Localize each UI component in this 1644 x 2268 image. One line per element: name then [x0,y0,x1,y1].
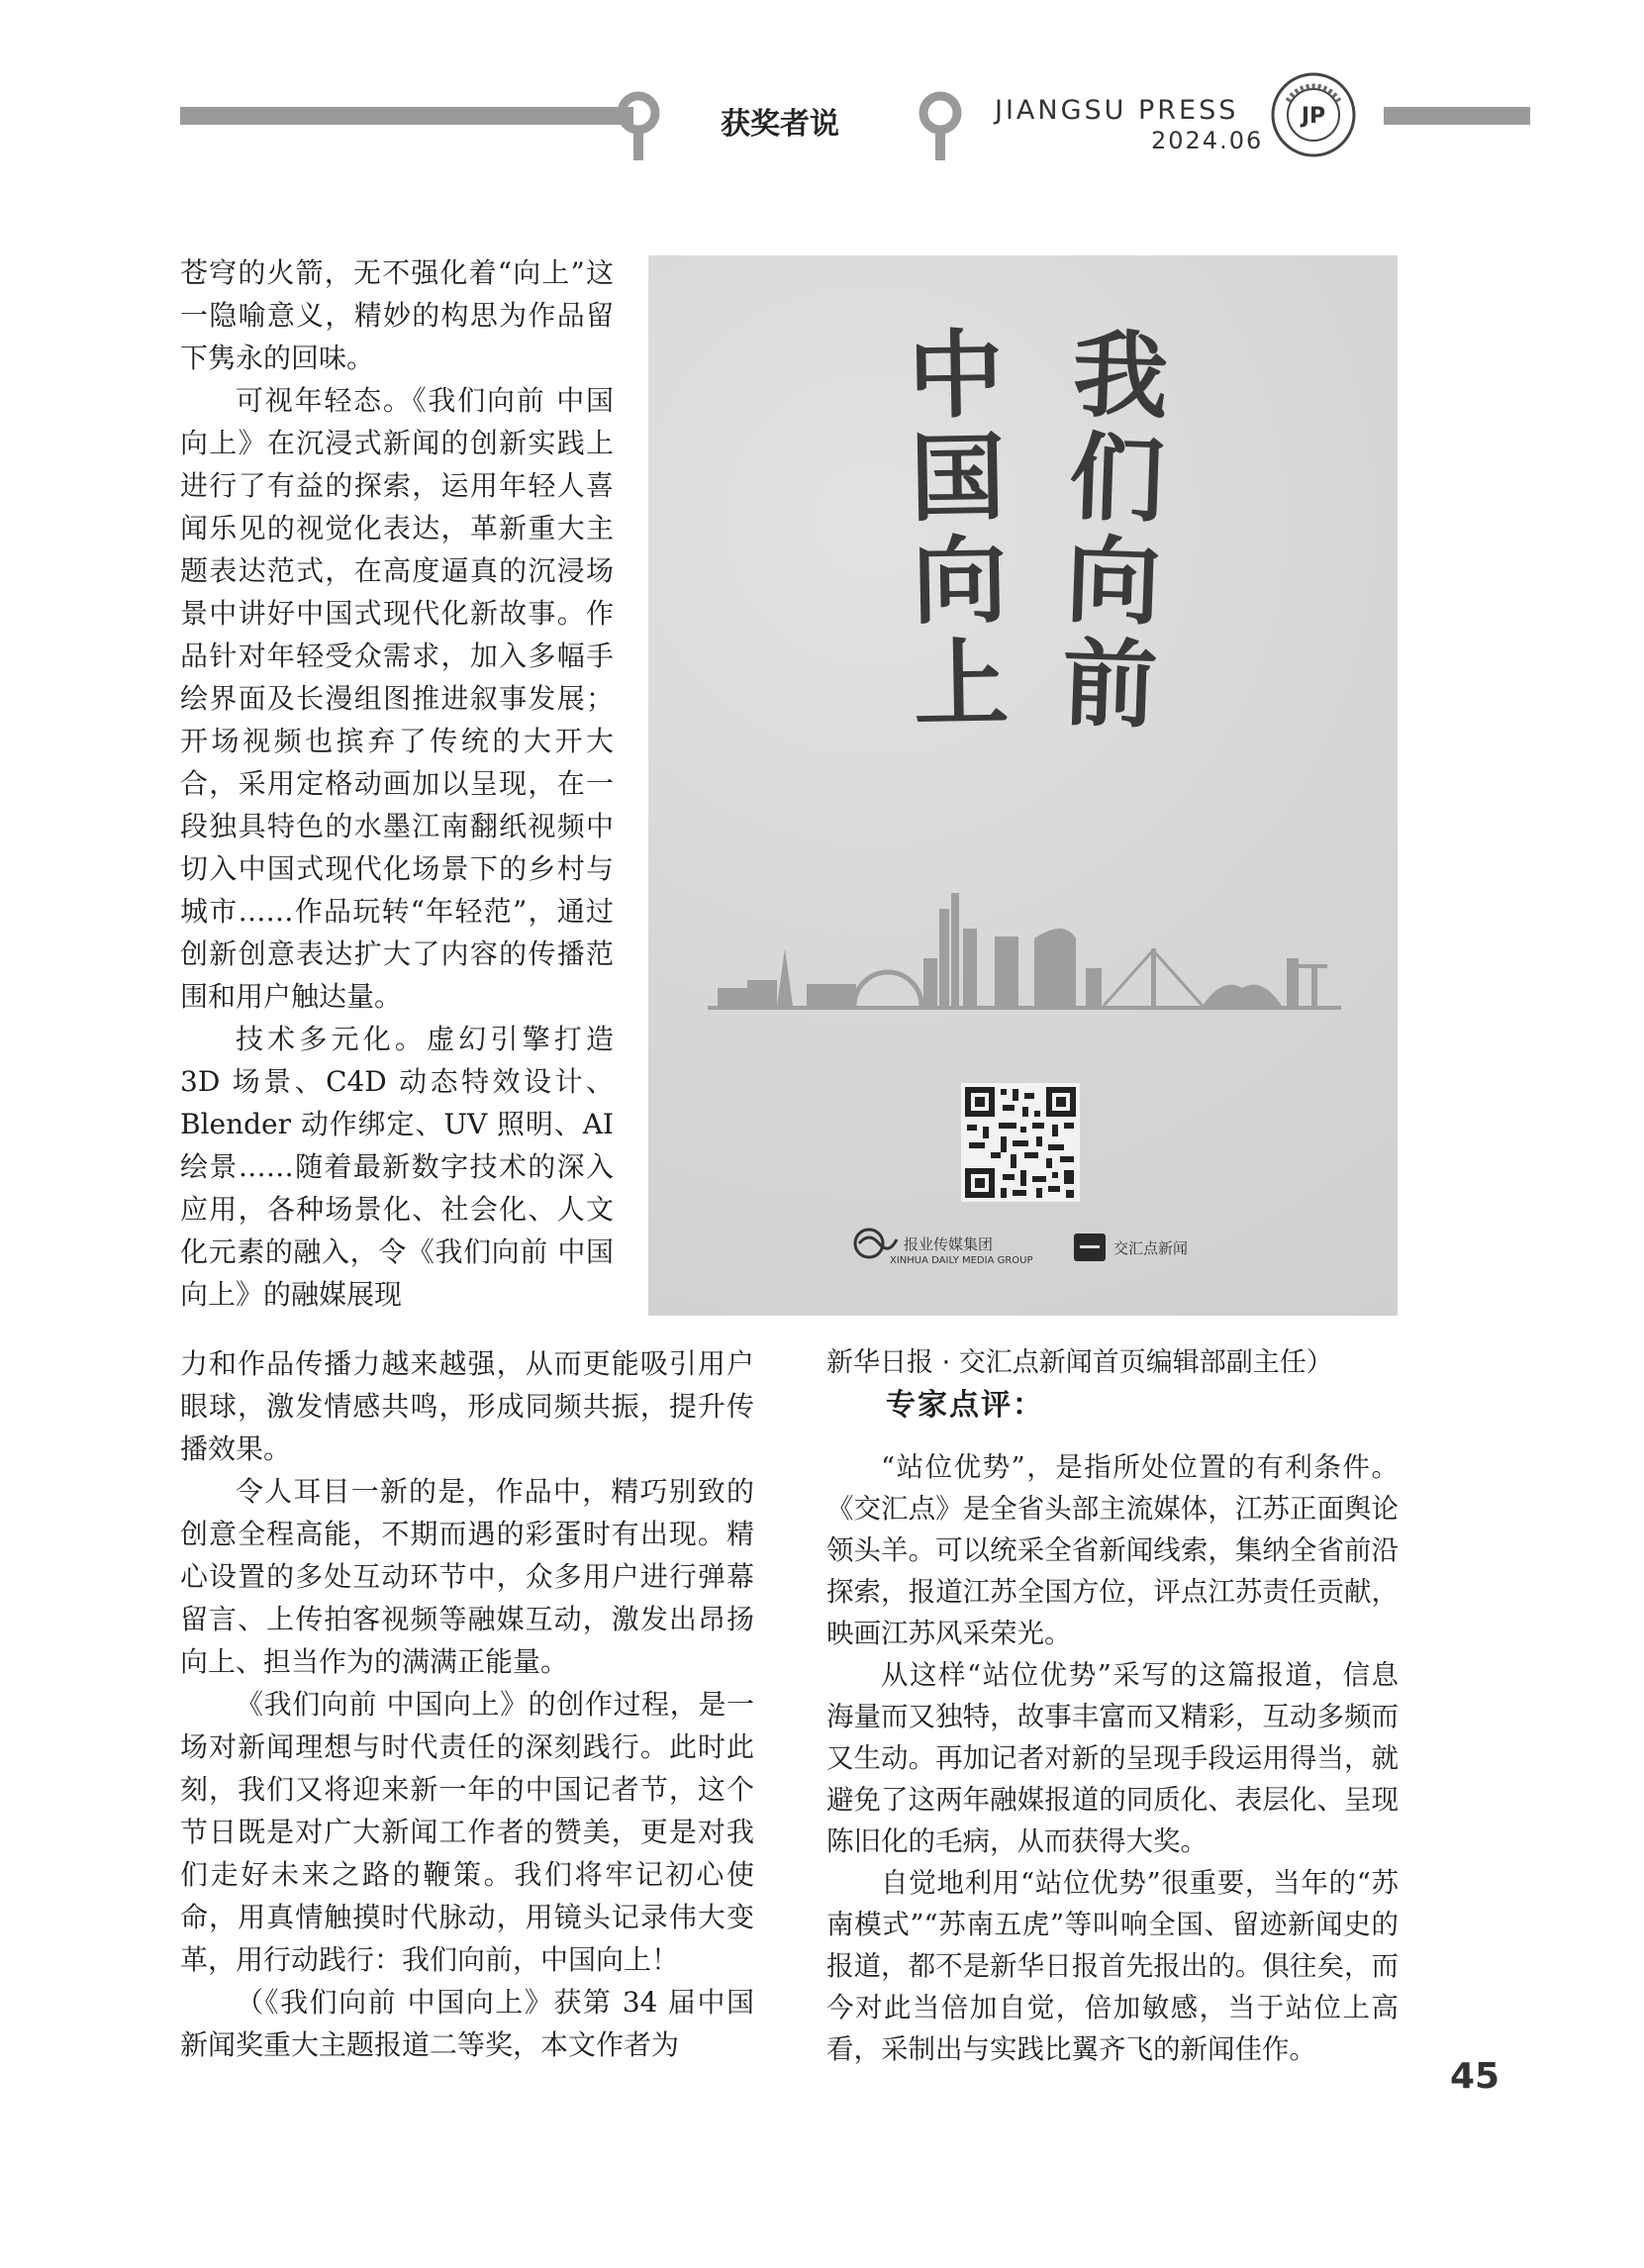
paragraph: 可视年轻态。《我们向前 中国向上》在沉浸式新闻的创新实践上进行了有益的探索，运用年轻人喜闻乐见的视觉化表达，革新重大主题表达范式，在高度逼真的沉浸场景中讲好中国式现代化新故事。作品针对年轻受众需求，加入多幅手绘界面及长漫组图推进叙事发展；开场视频也摈弃了传统的大开大合，采用定格动画加以呈现，在一段独具特色的水墨江南翻纸视频中切入中国式现代化场景下的乡村与城市……作品玩转“年轻范”，通过创新创意表达扩大了内容的传播范围和用户触达量。 [180,384,614,1013]
paragraph: 令人耳目一新的是，作品中，精巧别致的创意全程高能，不期而遇的彩蛋时有出现。精心设置的多处互动环节中，众多用户进行弹幕留言、上传拍客视频等融媒互动，激发出昂扬向上、担当作为的满满正能量。 [180,1475,754,1678]
qr-code[interactable] [961,1083,1080,1202]
expert-review-heading: 专家点评： [886,1388,1044,1423]
article-column-left-top [180,251,614,1316]
page-number: 45 [1450,2056,1500,2097]
header-bar-left [180,107,633,125]
publication-name: JIANGSU PRESS [995,95,1239,126]
expert-paragraph: “站位优势”，是指所处位置的有利条件。《交汇点》是全省头部主流媒体，江苏正面舆论领头羊。可以统采全省新闻线索，集纳全省前沿探索，报道江苏全国方位，评点江苏责任贡献，映画江苏风采荣光。 [826,1451,1399,1649]
city-skyline-illustration [708,889,1341,1028]
jiaohui-news-label: 交汇点新闻 [1113,1239,1189,1257]
expert-paragraph: 自觉地利用“站位优势”很重要，当年的“苏南模式”“苏南五虎”等叫响全国、留迹新闻史的报道，都不是新华日报首先报出的。俱往矣，而今对此当倍加自觉，倍加敏感，当于站位上高看，采制出与实践比翼齐飞的新闻佳作。 [826,1867,1399,2065]
poster-title-left: 中国向上 [892,324,1012,738]
expert-paragraph: 从这样“站位优势”采写的这篇报道，信息海量而又独特，故事丰富而又精彩，互动多频而又生动。再加记者对新的呈现手段运用得当，就避免了这两年融媒报道的同质化、表层化、呈现陈旧化的毛病，从而获得大奖。 [826,1659,1399,1857]
promo-poster [648,255,1398,1316]
xinhua-group-name-en: XINHUA DAILY MEDIA GROUP [890,1255,1033,1266]
location-pin-icon [614,89,663,162]
header-bar-right [1384,107,1530,125]
paragraph: 《我们向前 中国向上》的创作过程，是一场对新闻理想与时代责任的深刻践行。此时此刻，我们又将迎来新一年的中国记者节，这个节日既是对广大新闻工作者的赞美，更是对我们走好未来之路的鞭策。我们将牢记初心使命，用真情触摸时代脉动，用镜头记录伟大变革，用行动践行：我们向前，中国向上！ [180,1688,754,1976]
article-column-left-bottom [180,1342,754,2066]
xinhua-group-name: 报业传媒集团 [904,1235,994,1253]
section-title: 获奖者说 [721,107,839,142]
poster-title-right: 我们向前 [1044,323,1172,739]
paragraph: 技术多元化。虚幻引擎打造 3D 场景、C4D 动态特效设计、Blender 动作绑定、UV 照明、AI 绘景……随着最新数字技术的深入应用，各种场景化、社会化、人文化元素的融入，令《我们向前 中国向上》的融媒展现 [180,1023,614,1311]
jiaohui-app-icon [1074,1233,1106,1261]
journal-seal-logo [1270,71,1357,158]
author-note-tail: 新华日报 · 交汇点新闻首页编辑部副主任） [826,1347,1333,1378]
location-pin-icon [916,89,965,162]
svg-text:JP: JP [1301,104,1326,129]
issue-date: 2024.06 [1151,127,1264,154]
paragraph: 苍穹的火箭，无不强化着“向上”这一隐喻意义，精妙的构思为作品留下隽永的回味。 [180,256,614,374]
paragraph: （《我们向前 中国向上》获第 34 届中国新闻奖重大主题报道二等奖，本文作者为 [180,1986,754,2061]
paragraph: 力和作品传播力越来越强，从而更能吸引用户眼球，激发情感共鸣，形成同频共振，提升传播效果。 [180,1347,754,1465]
article-column-right [826,1342,1399,2070]
